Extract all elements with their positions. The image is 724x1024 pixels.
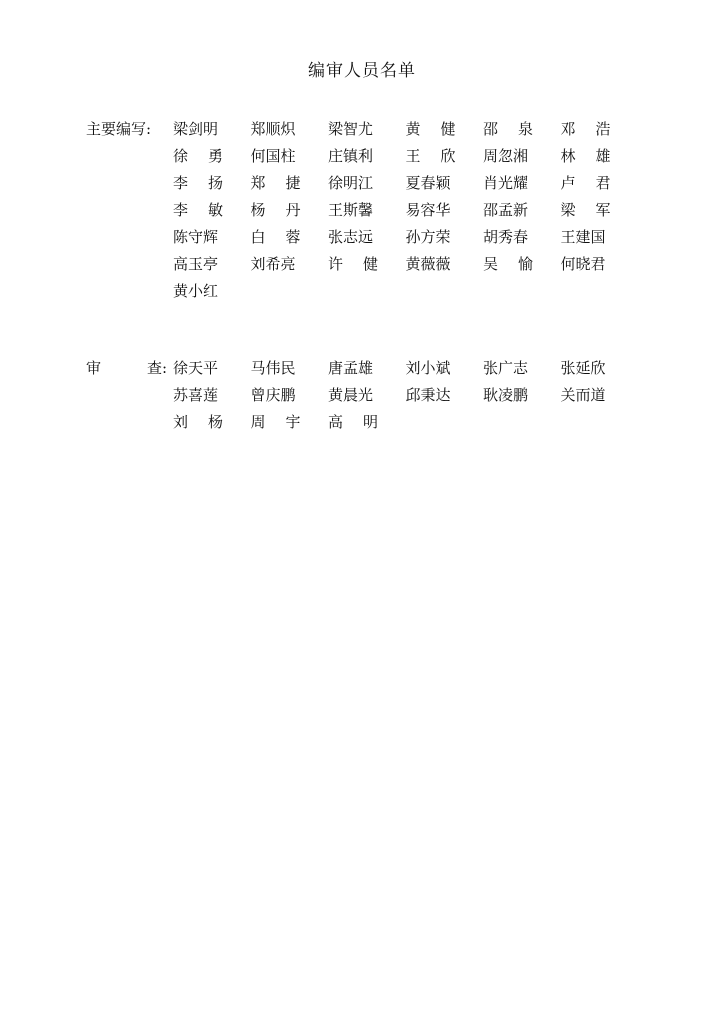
name-item [561, 355, 611, 382]
name-text: 胡秀春 [483, 228, 529, 246]
name-item [251, 143, 301, 170]
name-char: 捷 [285, 174, 301, 192]
reviewers-name-grid [173, 355, 638, 436]
name-char: 丹 [285, 201, 301, 219]
name-item [328, 382, 378, 409]
name-char: 高 [328, 413, 344, 431]
name-text: 孙方荣 [405, 228, 451, 246]
name-item [173, 409, 223, 436]
name-item [483, 251, 533, 278]
name-char: 吴 [483, 255, 499, 273]
name-item [561, 116, 611, 143]
name-item [328, 116, 378, 143]
name-char: 欣 [440, 147, 456, 165]
name-char: 泉 [517, 120, 533, 138]
name-text: 王斯馨 [328, 201, 374, 219]
name-item [483, 197, 533, 224]
name-char: 愉 [517, 255, 533, 273]
name-item [328, 197, 378, 224]
reviewers-label-char: 查 [146, 359, 162, 377]
name-text: 关而道 [560, 386, 606, 404]
name-char: 宇 [285, 413, 301, 431]
name-char: 李 [173, 201, 189, 219]
name-item [251, 251, 301, 278]
name-item [561, 251, 611, 278]
name-item [561, 197, 611, 224]
name-item [483, 355, 533, 382]
name-item [328, 251, 378, 278]
reviewers-label [86, 355, 168, 382]
name-text: 刘希亮 [250, 255, 296, 273]
name-char: 周 [250, 413, 266, 431]
name-char: 杨 [250, 201, 266, 219]
reviewers-label-colon: : [162, 359, 168, 377]
name-item [251, 409, 301, 436]
name-char: 雄 [595, 147, 611, 165]
name-item [173, 197, 223, 224]
name-item [406, 224, 456, 251]
name-char: 许 [328, 255, 344, 273]
name-text: 梁智尤 [328, 120, 374, 138]
name-text: 张志远 [328, 228, 374, 246]
name-item [406, 355, 456, 382]
name-char: 邵 [483, 120, 499, 138]
name-item [406, 251, 456, 278]
name-item [251, 224, 301, 251]
name-item [328, 170, 378, 197]
name-item [173, 143, 223, 170]
name-item [561, 170, 611, 197]
name-item [483, 382, 533, 409]
name-text: 陈守辉 [173, 228, 219, 246]
name-char: 浩 [595, 120, 611, 138]
name-item [173, 224, 223, 251]
name-char: 李 [173, 174, 189, 192]
name-text: 徐天平 [173, 359, 219, 377]
name-item [328, 355, 378, 382]
name-item [483, 143, 533, 170]
name-char: 郑 [250, 174, 266, 192]
name-char: 明 [362, 413, 378, 431]
name-item [406, 116, 456, 143]
name-text: 徐明江 [328, 174, 374, 192]
name-text: 夏春颖 [405, 174, 451, 192]
name-text: 易容华 [405, 201, 451, 219]
name-text: 高玉亭 [173, 255, 219, 273]
name-char: 徐 [173, 147, 189, 165]
name-item [173, 170, 223, 197]
name-item [251, 116, 301, 143]
name-text: 庄镇利 [328, 147, 374, 165]
name-char: 健 [440, 120, 456, 138]
editors-name-grid [173, 116, 638, 305]
name-item [328, 224, 378, 251]
name-item [561, 143, 611, 170]
name-text: 黄薇薇 [405, 255, 451, 273]
name-item [251, 170, 301, 197]
name-char: 敏 [207, 201, 223, 219]
name-item [561, 224, 611, 251]
name-char: 王 [405, 147, 421, 165]
name-char: 白 [250, 228, 266, 246]
name-char: 勇 [207, 147, 223, 165]
name-item [406, 170, 456, 197]
name-item [251, 197, 301, 224]
name-char: 林 [560, 147, 576, 165]
name-item [406, 197, 456, 224]
name-text: 邵孟新 [483, 201, 529, 219]
name-item [483, 170, 533, 197]
name-text: 肖光耀 [483, 174, 529, 192]
name-item [561, 382, 611, 409]
name-text: 马伟民 [250, 359, 296, 377]
name-char: 君 [595, 174, 611, 192]
name-text: 张广志 [483, 359, 529, 377]
name-text: 王建国 [560, 228, 606, 246]
name-item [173, 278, 223, 305]
name-text: 郑顺炽 [250, 120, 296, 138]
editors-label [86, 116, 170, 143]
page-title: 编审人员名单 [308, 61, 416, 81]
name-item [483, 224, 533, 251]
name-char: 蓉 [285, 228, 301, 246]
name-text: 耿凌鹏 [483, 386, 529, 404]
name-char: 杨 [207, 413, 223, 431]
name-char: 梁 [560, 201, 576, 219]
name-item [406, 143, 456, 170]
name-text: 刘小斌 [405, 359, 451, 377]
name-item [483, 116, 533, 143]
editors-label-colon: : [146, 120, 152, 138]
name-item [328, 143, 378, 170]
name-item [173, 251, 223, 278]
name-char: 卢 [560, 174, 576, 192]
name-char: 健 [362, 255, 378, 273]
name-text: 邱秉达 [405, 386, 451, 404]
name-item [328, 409, 378, 436]
name-item [251, 355, 301, 382]
name-text: 苏喜莲 [173, 386, 219, 404]
name-item [173, 355, 223, 382]
name-text: 曾庆鹏 [250, 386, 296, 404]
reviewers-label-char: 审 [86, 359, 102, 377]
name-item [173, 116, 223, 143]
name-text: 何国柱 [250, 147, 296, 165]
name-char: 扬 [207, 174, 223, 192]
name-char: 刘 [173, 413, 189, 431]
name-text: 唐孟雄 [328, 359, 374, 377]
name-item [173, 382, 223, 409]
name-char: 军 [595, 201, 611, 219]
name-text: 周忽湘 [483, 147, 529, 165]
name-text: 梁剑明 [173, 120, 219, 138]
name-text: 黄小红 [173, 282, 219, 300]
name-item [406, 382, 456, 409]
name-text: 张延欣 [560, 359, 606, 377]
editors-label-text: 主要编写 [86, 120, 147, 138]
name-item [251, 382, 301, 409]
name-text: 黄晨光 [328, 386, 374, 404]
name-char: 黄 [405, 120, 421, 138]
name-char: 邓 [560, 120, 576, 138]
name-text: 何晓君 [560, 255, 606, 273]
